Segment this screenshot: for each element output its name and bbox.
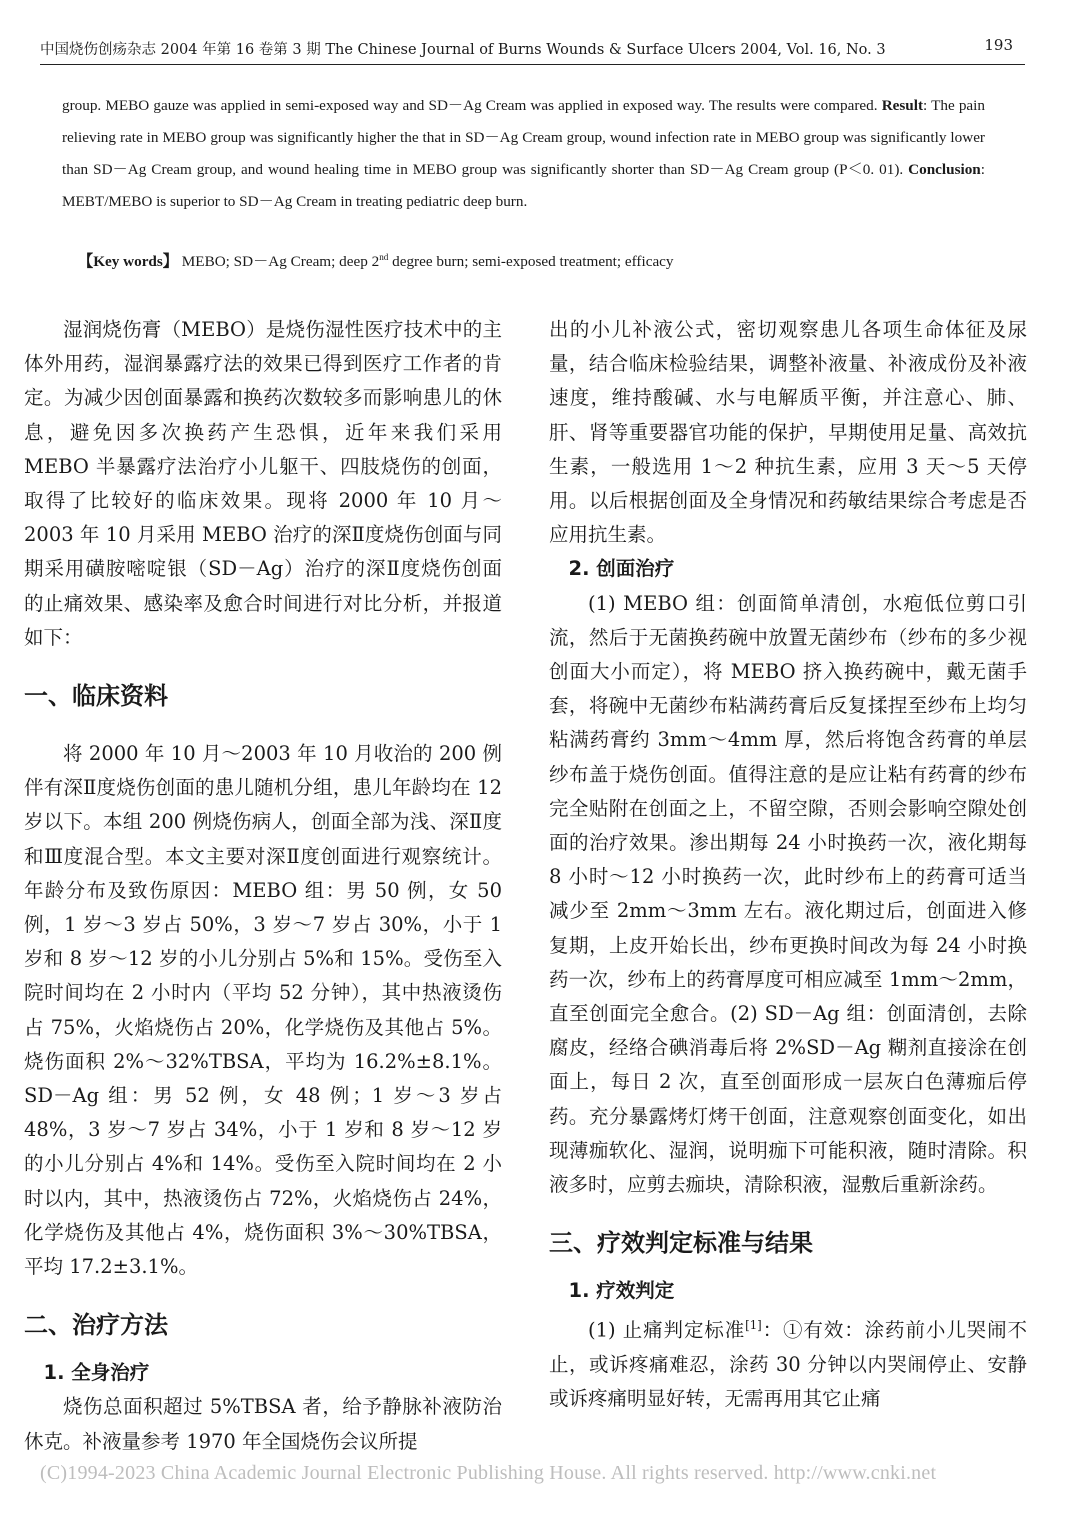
left-column (24, 313, 502, 1459)
systemic-treatment-paragraph: 烧伤总面积超过 5%TBSA 者，给予静脉补液防治休克。补液量参考 1970 年全国烧伤会议所提 (24, 1395, 502, 1453)
conclusion-label: Conclusion (908, 161, 981, 178)
keywords-label: 【Key words】 (78, 253, 178, 270)
abstract-result: : The pain relieving rate in MEBO group was significantly higher the that in SD－Ag Cream group, wound infection rate in MEBO group was significantly lower than SD－Ag Cream group, and wound healing time in MEBO group was significantly shorter than SD－Ag Cream group (P＜0. 01). (62, 97, 985, 178)
subsection-2-heading: 2. 创面治疗 (568, 557, 675, 581)
right-column (549, 313, 1027, 1417)
pain-criteria-text: ：①有效：涂药前小儿哭闹不止，或诉疼痛难忍，涂药 30 分钟以内哭闹停止、安静或诉疼痛明显好转，无需再用其它止痛 (549, 1318, 1027, 1411)
copyright-watermark: (C)1994-2023 China Academic Journal Electronic Publishing House. All rights reserved. http://www.cnki.net (40, 1462, 937, 1484)
abstract-methods: group. MEBO gauze was applied in semi-exposed way and SD－Ag Cream was applied in exposed way. The results were compared. (62, 97, 882, 114)
keywords-text-2: degree burn; semi-exposed treatment; efficacy (388, 253, 674, 270)
running-header (40, 34, 1025, 65)
keywords-text-1: MEBO; SD－Ag Cream; deep 2 (177, 253, 380, 270)
section-1-heading: 一、临床资料 (24, 682, 168, 711)
pain-criteria-label: (1) 止痛判定标准 (588, 1318, 746, 1342)
section-3-heading: 三、疗效判定标准与结果 (549, 1229, 813, 1258)
page-number: 193 (984, 36, 1013, 54)
subsection-1-heading: 1. 全身治疗 (43, 1361, 150, 1385)
fluid-continuation-paragraph: 出的小儿补液公式，密切观察患儿各项生命体征及尿量，结合临床检验结果，调整补液量、补液成份及补液速度，维持酸碱、水与电解质平衡，并注意心、肺、肝、肾等重要器官功能的保护，早期使用足量、高效抗生素，一般选用 1～2 种抗生素，应用 3 天～5 天停用。以后根据创面及全身情况和药敏结果综合考虑是否应用抗生素。 (549, 318, 1027, 547)
pain-criteria-paragraph (549, 1308, 1027, 1416)
clinical-data-paragraph: 将 2000 年 10 月～2003 年 10 月收治的 200 例伴有深Ⅱ度烧伤创面的患儿随机分组，患儿年龄均在 12 岁以下。本组 200 例烧伤病人，创面全部为浅、深Ⅱ度和Ⅲ度混合型。本文主要对深Ⅱ度创面进行观察统计。年龄分布及致伤原因：MEBO 组：男 50 例，女 50 例，1 岁～3 岁占 50%，3 岁～7 岁占 30%，小于 1 岁和 8 岁～12 岁的小儿分别占 5%和 15%。受伤至入院时间均在 2 小时内（平均 52 分钟），其中热液烫伤占 75%，火焰烧伤占 20%，化学烧伤及其他占 5%。烧伤面积 2%～32%TBSA，平均为 16.2%±8.1%。SD－Ag 组：男 52 例，女 48 例；1 岁～3 岁占 48%，3 岁～7 岁占 34%，小于 1 岁和 8 岁～12 岁的小儿分别占 4%和 14%。受伤至入院时间均在 2 小时以内，其中，热液烫伤占 72%，火焰烧伤占 24%，化学烧伤及其他占 4%，烧伤面积 3%～30%TBSA，平均 17.2±3.1%。 (24, 742, 502, 1279)
result-label: Result (881, 97, 924, 114)
abstract-text (62, 90, 985, 218)
citation-ref: [1] (745, 1318, 762, 1333)
abstract-conclusion: : MEBT/MEBO is superior to SD－Ag Cream in treating pediatric deep burn. (62, 161, 985, 210)
keywords-superscript: nd (379, 251, 389, 262)
subsection-3-heading: 1. 疗效判定 (568, 1279, 675, 1303)
section-2-heading: 二、治疗方法 (24, 1311, 168, 1340)
keywords (78, 250, 978, 271)
journal-title: 中国烧伤创疡杂志 2004 年第 16 卷第 3 期 The Chinese Journal of Burns Wounds & Surface Ulcers 2004, Vol. 16, No. 3 (40, 42, 886, 58)
wound-treatment-paragraph: (1) MEBO 组：创面简单清创，水疱低位剪口引流，然后于无菌换药碗中放置无菌纱布（纱布的多少视创面大小而定），将 MEBO 挤入换药碗中，戴无菌手套，将碗中无菌纱布粘满药膏后反复揉捏至纱布上均匀粘满药膏约 3mm～4mm 厚，然后将饱含药膏的单层纱布盖于烧伤创面。值得注意的是应让粘有药膏的纱布完全贴附在创面之上，不留空隙，否则会影响空隙处创面的治疗效果。渗出期每 24 小时换药一次，液化期每 8 小时～12 小时换药一次，此时纱布上的药膏可适当减少至 2mm～3mm 左右。液化期过后，创面进入修复期，上皮开始长出，纱布更换时间改为每 24 小时换药一次，纱布上的药膏厚度可相应减至 1mm～2mm，直至创面完全愈合。(2) SD－Ag 组：创面清创，去除腐皮，经络合碘消毒后将 2%SD－Ag 糊剂直接涂在创面上，每日 2 次，直至创面形成一层灰白色薄痂后停药。充分暴露烤灯烤干创面，注意观察创面变化，如出现薄痂软化、湿润，说明痂下可能积液，随时清除。积液多时，应剪去痂块，清除积液，湿敷后重新涂药。 (549, 591, 1027, 1197)
intro-paragraph: 湿润烧伤膏（MEBO）是烧伤湿性医疗技术中的主体外用药，湿润暴露疗法的效果已得到医疗工作者的肯定。为减少因创面暴露和换药次数较多而影响患儿的休息，避免因多次换药产生恐惧，近年来我们采用 MEBO 半暴露疗法治疗小儿躯干、四肢烧伤的创面，取得了比较好的临床效果。现将 2000 年 10 月～2003 年 10 月采用 MEBO 治疗的深Ⅱ度烧伤创面与同期采用磺胺嘧啶银（SD－Ag）治疗的深Ⅱ度烧伤创面的止痛效果、感染率及愈合时间进行对比分析，并报道如下： (24, 318, 502, 649)
